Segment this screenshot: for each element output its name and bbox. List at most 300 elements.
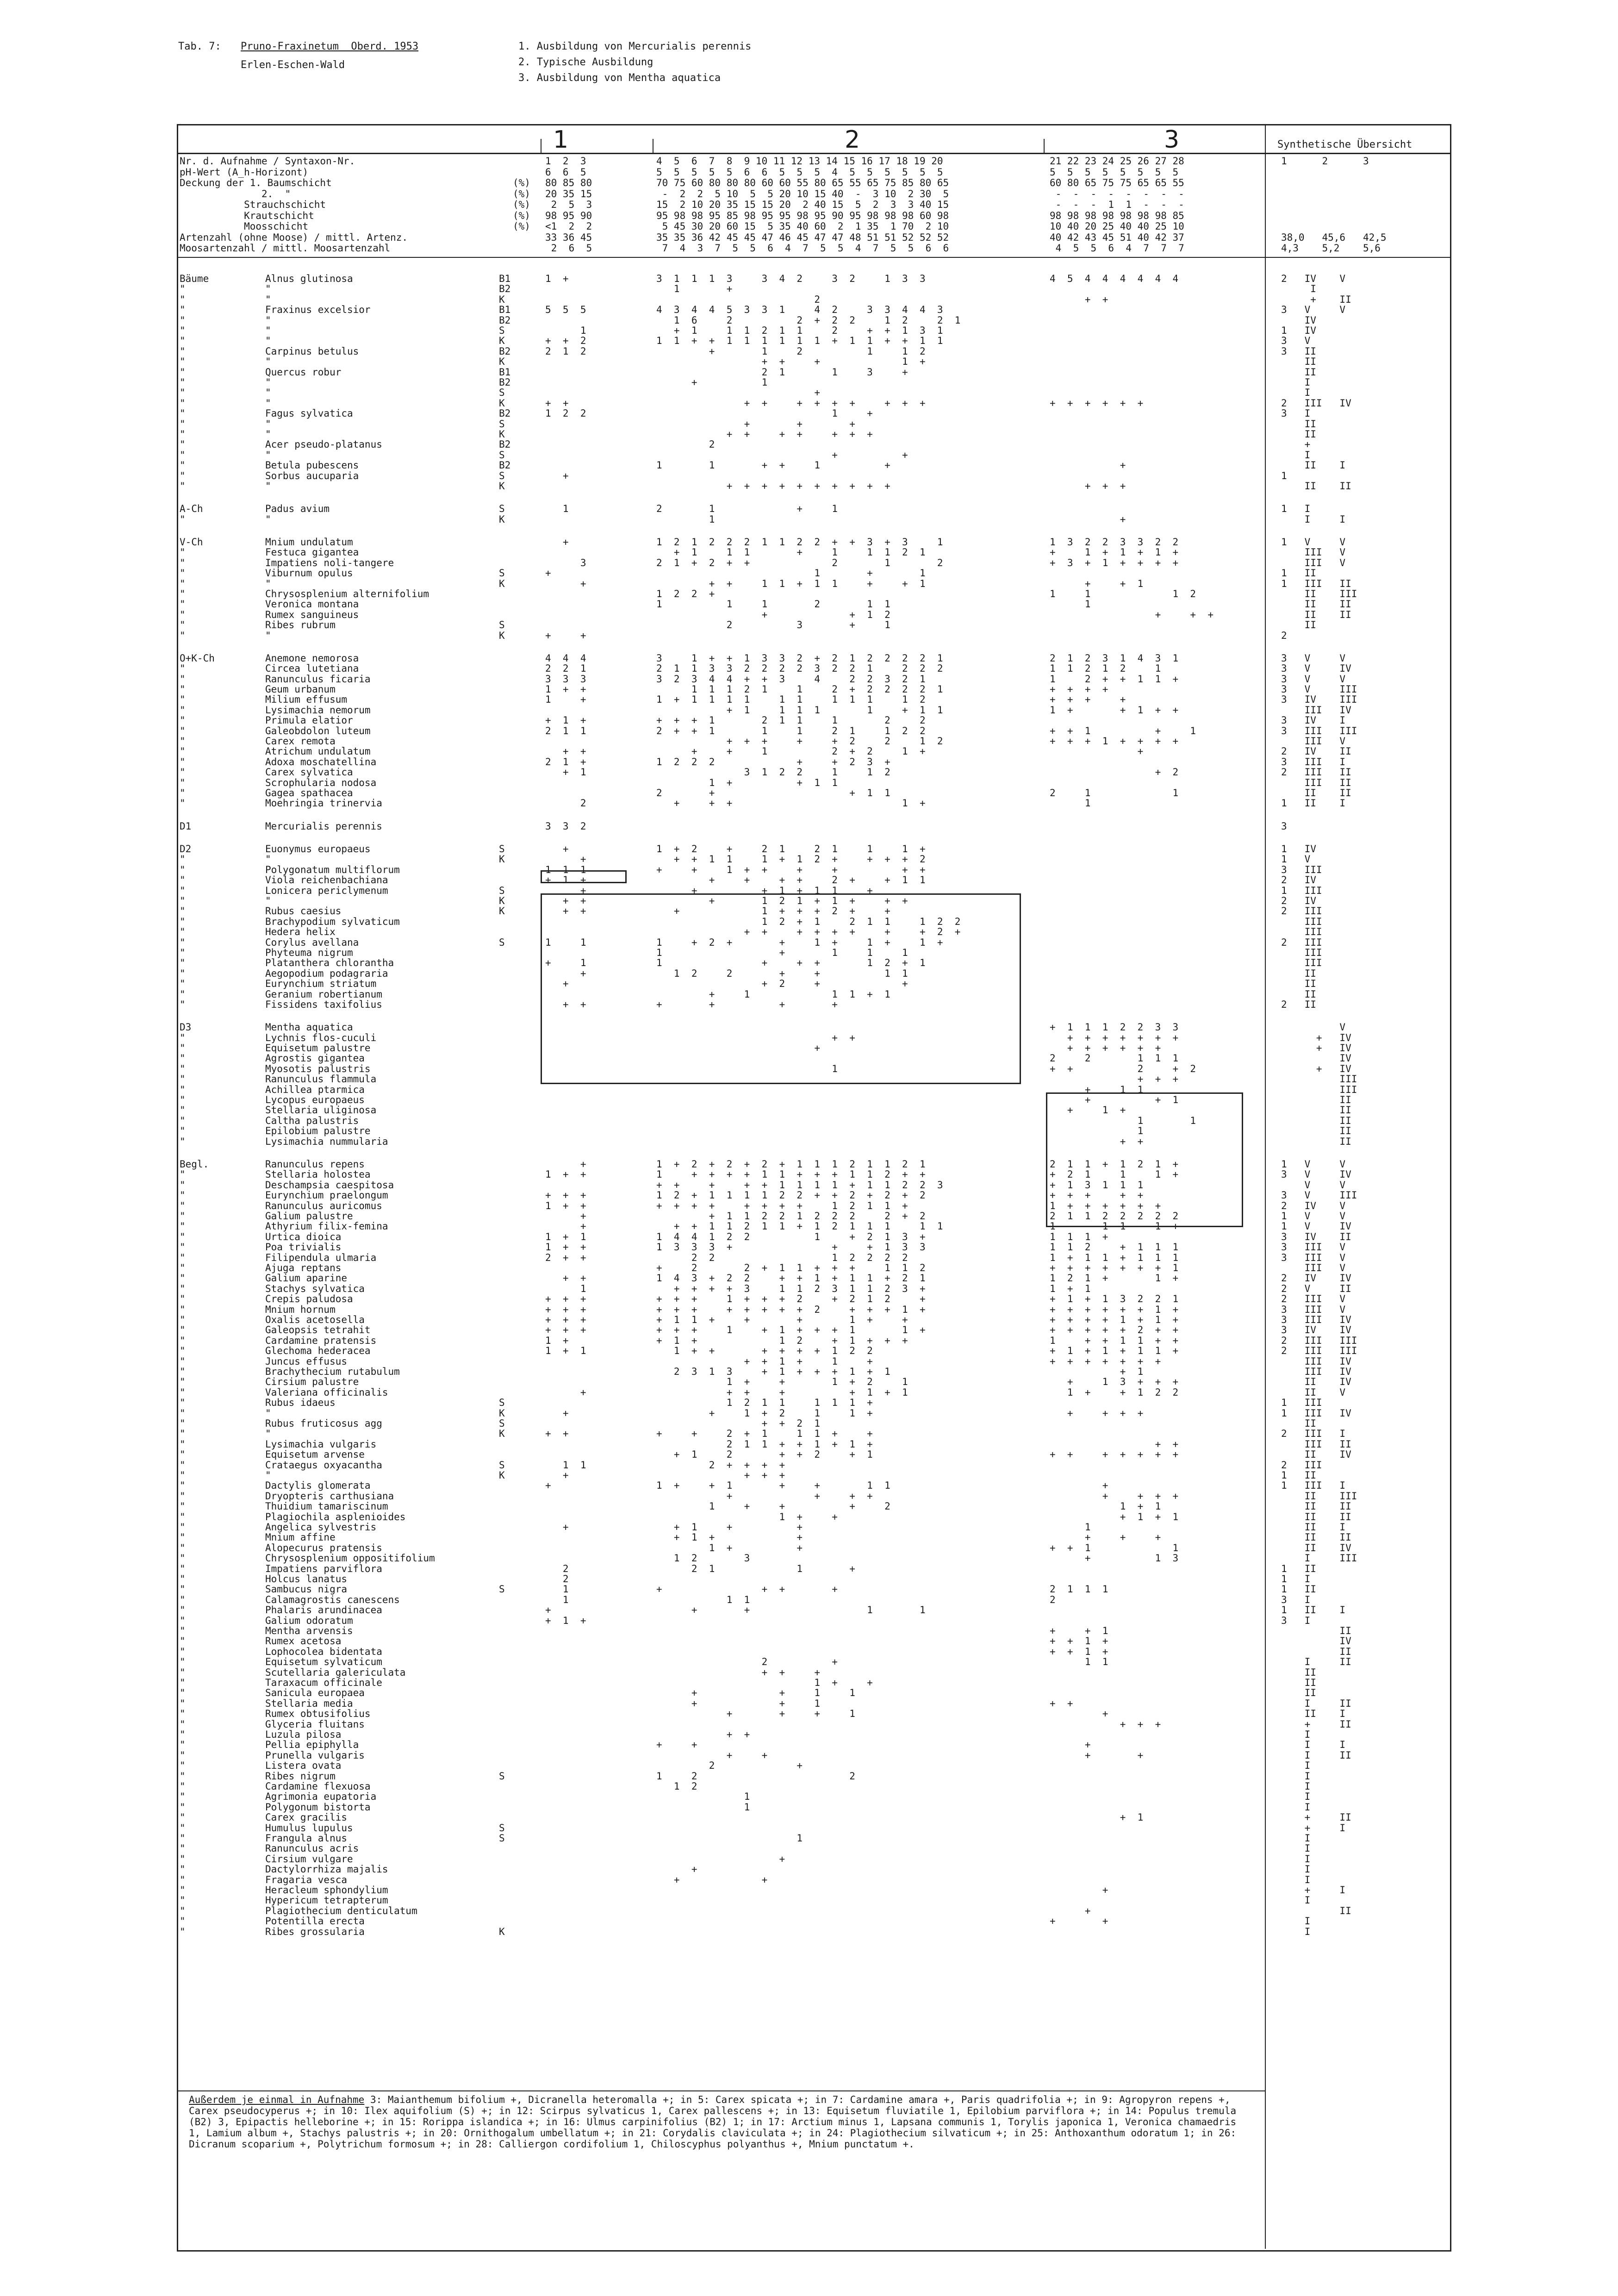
values-synthetic: I: [1281, 1895, 1311, 1906]
species-name: ": [265, 1428, 271, 1440]
species-group: V-Ch: [180, 536, 203, 548]
species-name: Mentha aquatica: [265, 1022, 353, 1033]
species-name: Stellaria media: [265, 1697, 353, 1709]
values-group-2: + + + + + 2 2 1 2: [656, 736, 943, 747]
species-group: ": [180, 449, 186, 461]
values-group-1: +: [545, 1210, 586, 1222]
values-synthetic: 1 II: [1281, 1469, 1316, 1481]
values-synthetic: II: [1281, 366, 1316, 378]
species-name: Galium aparine: [265, 1273, 348, 1284]
species-group: ": [180, 1032, 186, 1043]
values-group-1: + +: [545, 630, 586, 641]
values-group-1: +: [545, 1386, 586, 1398]
species-name: ": [265, 630, 271, 641]
values-group-3: + + +: [1050, 1718, 1161, 1730]
species-layer: S: [499, 843, 505, 855]
species-layer: K: [499, 397, 505, 409]
species-name: Atrichum undulatum: [265, 746, 371, 757]
values-group-1: +: [545, 1604, 551, 1616]
values-group-2: + 2 2 + 1 1 + + + 1 1 2: [656, 1262, 926, 1273]
values-synthetic: 2 II: [1281, 999, 1316, 1010]
values-synthetic: + IV: [1281, 1042, 1351, 1054]
values-group-2: + + 1 1 2 1 1 + 1 2 1 1 1 1 1: [656, 1221, 943, 1232]
values-synthetic: 1 IV: [1281, 325, 1316, 336]
values-synthetic: I II: [1281, 1697, 1351, 1709]
values-group-1: 1 + 1: [545, 1231, 586, 1242]
species-name: Quercus robur: [265, 366, 342, 378]
meta-g2: 7 4 3 7 5 5 6 4 7 5 5 4 7 5 5 6 6: [656, 243, 949, 254]
species-name: Padus avium: [265, 503, 330, 515]
species-group: ": [180, 1366, 186, 1377]
values-group-3: 1 1 2 + 1 1 1: [1050, 1242, 1179, 1253]
values-synthetic: II II: [1281, 1511, 1351, 1522]
values-group-3: 1 2 1 + 1 +: [1050, 1273, 1179, 1284]
values-group-3: 1 + 1: [1050, 1283, 1091, 1294]
species-group: ": [180, 513, 186, 525]
meta-g3: 10 40 20 25 40 40 25 10: [1050, 221, 1184, 232]
species-layer: S: [499, 1584, 505, 1595]
values-group-1: 2: [545, 798, 586, 809]
values-group-2: 1 4 4 1 2 2 1 + 2 1 3 +: [656, 1231, 926, 1242]
values-group-1: 2: [545, 1563, 569, 1574]
values-group-3: 2 2 1 1 1: [1050, 1053, 1179, 1064]
values-synthetic: II: [1281, 1905, 1351, 1916]
species-layer: B2: [499, 439, 511, 450]
values-group-2: 1 + +: [656, 1677, 873, 1688]
species-group: ": [180, 1438, 186, 1450]
species-group: ": [180, 1521, 186, 1533]
values-synthetic: I: [1281, 449, 1311, 461]
meta-g2: 35 35 36 42 45 45 47 46 45 47 47 48 51 51 52 52 52: [656, 231, 949, 243]
values-synthetic: I: [1281, 283, 1316, 295]
values-synthetic: IV: [1281, 1053, 1351, 1064]
species-group: ": [180, 439, 186, 450]
species-group: ": [180, 1915, 186, 1927]
values-group-2: + 1 1 1 + 1: [656, 988, 890, 1000]
values-group-1: 1 +: [545, 694, 586, 705]
species-name: Circea lutetiana: [265, 663, 359, 674]
values-synthetic: II II: [1281, 480, 1351, 492]
values-group-2: 2 3 1 3 + 1 + + + 1 + 1: [656, 1366, 890, 1377]
values-group-1: +: [545, 470, 569, 481]
values-group-3: + +: [1050, 1697, 1073, 1709]
species-name: Carex gracilis: [265, 1812, 348, 1823]
species-group: ": [180, 1252, 186, 1263]
values-group-3: + + + +: [1050, 1490, 1179, 1502]
values-synthetic: 2 III: [1281, 905, 1322, 917]
species-name: Polygonatum multiflorum: [265, 864, 400, 875]
values-group-3: +: [1050, 1480, 1108, 1491]
values-synthetic: I: [1281, 1874, 1311, 1885]
meta-g2: 5 45 30 20 60 15 5 35 40 60 2 1 35 1 70 2 10: [656, 221, 949, 232]
values-group-3: + + + + + + 1 +: [1050, 1304, 1179, 1315]
values-group-2: 1 + + 1 + 2 1: [656, 1376, 908, 1388]
values-group-2: 3 1 + + 1 3 3 2 + 2 1 2 2 2 2 1: [656, 652, 943, 664]
species-group: ": [180, 1084, 186, 1095]
values-synthetic: + II: [1281, 1718, 1351, 1730]
species-group: ": [180, 895, 186, 906]
species-group: ": [180, 293, 186, 305]
species-group: ": [180, 1926, 186, 1937]
values-synthetic: I: [1281, 1780, 1311, 1792]
values-synthetic: + IV: [1281, 1032, 1351, 1043]
values-group-2: + + + + + + + + + +: [656, 480, 890, 492]
values-group-1: 1 +: [545, 273, 569, 284]
values-group-3: +: [1050, 746, 1144, 757]
species-name: Galeopsis tetrahit: [265, 1324, 371, 1336]
species-name: Brachypodium sylvaticum: [265, 916, 400, 927]
species-group: ": [180, 1573, 186, 1585]
d2-box: [541, 893, 1021, 1084]
values-synthetic: I: [1281, 1915, 1311, 1927]
values-synthetic: 3 II: [1281, 345, 1316, 357]
values-synthetic: 3 V: [1281, 335, 1311, 347]
species-name: Equisetum palustre: [265, 1042, 371, 1054]
species-name: ": [265, 418, 271, 430]
species-name: Carpinus betulus: [265, 345, 359, 357]
values-synthetic: II IV: [1281, 1542, 1351, 1554]
values-group-1: 2: [545, 1573, 569, 1585]
species-name: Alnus glutinosa: [265, 273, 353, 284]
values-group-2: 1 + 1 1 1 1 1 1 1 1 1 1 2: [656, 694, 926, 705]
species-group: ": [180, 1283, 186, 1294]
values-group-2: 1 +: [656, 283, 733, 295]
values-group-1: + + +: [545, 1314, 586, 1325]
values-group-3: + 1: [1050, 1812, 1144, 1823]
values-group-2: + + + 1 + 1 + + + 1 1 +: [656, 1324, 926, 1336]
values-group-2: + +: [656, 1739, 697, 1751]
values-group-3: + + + + + + + 1: [1050, 1262, 1179, 1273]
species-group: ": [180, 1469, 186, 1481]
values-group-2: + +: [656, 1032, 855, 1043]
values-synthetic: II: [1281, 1646, 1351, 1657]
species-group: ": [180, 1677, 186, 1688]
species-name: Lysimachia nemorum: [265, 704, 371, 716]
values-group-3: + 1 + 1: [1050, 1511, 1179, 1522]
values-group-2: + + 1 2 + 2 1 +: [656, 746, 926, 757]
values-synthetic: I: [1281, 1801, 1311, 1813]
species-name: Phalaris arundinacea: [265, 1604, 382, 1616]
values-group-2: + 1 + +: [656, 1532, 803, 1543]
species-group: ": [180, 725, 186, 736]
values-group-3: + + + + 1 + 1 +: [1050, 1314, 1179, 1325]
values-synthetic: 3 I: [1281, 408, 1311, 419]
values-group-1: 1 +: [545, 1335, 569, 1346]
species-layer: B2: [499, 377, 511, 388]
species-group: ": [180, 1864, 186, 1875]
values-group-1: +: [545, 843, 569, 855]
values-group-2: 1 2 + 1 2 1 1 1 2 2: [656, 916, 961, 927]
values-group-2: 1 + 2 + 2 + 2 + 1 1 1 2 1 1 2 1: [656, 1158, 926, 1170]
species-group: ": [180, 1511, 186, 1522]
species-name: ": [265, 377, 271, 388]
meta-unit: (%): [513, 221, 530, 232]
values-synthetic: II: [1281, 1625, 1351, 1636]
species-name: Galium palustre: [265, 1210, 353, 1222]
values-group-2: 1 2 2 + + 1 1: [656, 967, 908, 979]
values-synthetic: 2: [1281, 630, 1287, 641]
species-group: ": [180, 947, 186, 958]
values-group-3: + 1: [1050, 1366, 1144, 1377]
species-name: ": [265, 449, 271, 461]
values-group-3: +: [1050, 1739, 1091, 1751]
species-name: Aegopodium podagraria: [265, 967, 388, 979]
values-group-2: + + + 1 +: [656, 356, 926, 368]
values-synthetic: II II: [1281, 609, 1351, 620]
species-name: Sanicula europaea: [265, 1687, 365, 1699]
values-group-3: + + + + + + +: [1050, 1355, 1161, 1367]
values-synthetic: II V: [1281, 1386, 1346, 1398]
species-layer: B2: [499, 408, 511, 419]
species-name: Valeriana officinalis: [265, 1386, 388, 1398]
species-group: ": [180, 283, 186, 295]
values-group-2: 2 1 1 + + 1 + 1 +: [656, 1438, 873, 1450]
species-group: ": [180, 1459, 186, 1471]
species-name: Lychnis flos-cuculi: [265, 1032, 377, 1043]
values-group-1: 4 4 4: [545, 652, 586, 664]
species-name: Alopecurus pratensis: [265, 1542, 382, 1554]
species-layer: B2: [499, 460, 511, 471]
values-group-2: + + +: [656, 1666, 821, 1678]
species-name: ": [265, 335, 271, 347]
values-group-1: + +: [545, 999, 586, 1010]
values-group-2: + 1 1 1 2 1 1 2 + + 1 3 1: [656, 325, 943, 336]
species-name: ": [265, 480, 271, 492]
species-name: Deschampsia caespitosa: [265, 1179, 394, 1191]
species-group: ": [180, 460, 186, 471]
species-name: Carex remota: [265, 736, 336, 747]
table-title: Pruno-Fraxinetum Oberd. 1953: [241, 41, 419, 52]
values-synthetic: III: [1281, 916, 1322, 927]
values-synthetic: III IV: [1281, 704, 1351, 716]
species-name: Platanthera chlorantha: [265, 957, 394, 969]
species-name: Angelica sylvestris: [265, 1521, 377, 1533]
values-synthetic: I: [1281, 1853, 1311, 1865]
species-group: ": [180, 1905, 186, 1916]
species-group: ": [180, 1242, 186, 1253]
values-group-2: + + 1 + + + + + +: [656, 864, 926, 875]
values-group-1: + +: [545, 1273, 586, 1284]
species-name: Agrimonia eupatoria: [265, 1791, 377, 1803]
species-name: Poa trivialis: [265, 1242, 342, 1253]
values-synthetic: 1: [1281, 470, 1287, 481]
species-layer: S: [499, 619, 505, 631]
species-name: Calamagrostis canescens: [265, 1594, 400, 1605]
species-group: ": [180, 1853, 186, 1865]
species-name: Agrostis gigantea: [265, 1053, 365, 1064]
species-name: Cardamine pratensis: [265, 1335, 377, 1346]
species-group: ": [180, 1293, 186, 1305]
values-group-2: + + + +: [656, 1584, 838, 1595]
values-group-2: 1 2 3: [656, 1553, 750, 1564]
values-synthetic: 3 V V: [1281, 673, 1346, 685]
values-synthetic: 1 II I: [1281, 1604, 1346, 1616]
species-group: ": [180, 1262, 186, 1273]
species-layer: B2: [499, 345, 511, 357]
values-group-3: + 1 1: [1050, 1084, 1144, 1095]
values-synthetic: 3 III III: [1281, 725, 1357, 736]
species-group: ": [180, 1073, 186, 1085]
values-synthetic: III V: [1281, 557, 1346, 568]
values-group-2: 1 2 2: [656, 1770, 855, 1782]
values-synthetic: 1 II I: [1281, 798, 1346, 809]
values-group-3: 1 + + 1 1 + +: [1050, 1335, 1179, 1346]
meta-syn: 1 2 3: [1281, 156, 1369, 167]
values-synthetic: 3 III V: [1281, 1242, 1346, 1253]
species-group: ": [180, 599, 186, 610]
species-group: ": [180, 630, 186, 641]
species-name: Ajuga reptans: [265, 1262, 342, 1273]
species-name: Cirsium palustre: [265, 1376, 359, 1388]
values-group-2: 1 + + + 1 2 + 1: [656, 957, 926, 969]
species-group: ": [180, 663, 186, 674]
sep-syn: [1265, 125, 1266, 2249]
values-group-2: + 1 2 + + 2 + 1: [656, 1449, 873, 1460]
values-group-3: + + + + + +: [1050, 1042, 1161, 1054]
values-group-3: + + 1 + 1: [1050, 725, 1196, 736]
values-group-3: + 1 +: [1050, 1104, 1126, 1116]
species-layer: S: [499, 325, 505, 336]
meta-g1: 2 6 5: [545, 243, 592, 254]
species-group: ": [180, 1895, 186, 1906]
values-synthetic: 3 III IV: [1281, 1314, 1351, 1325]
values-group-3: + + + + +: [1050, 1190, 1144, 1201]
species-group: ": [180, 397, 186, 409]
values-group-2: + + + + 3 1 1 2 3 1 1 2 3 +: [656, 1283, 926, 1294]
values-group-3: + 2 1 1 1 +: [1050, 1169, 1179, 1180]
values-group-2: 1 6 2 2 + 2 2 1 2 2 1: [656, 314, 961, 326]
meta-g2: 15 2 10 20 35 15 15 20 2 40 15 5 2 3 3 40 15: [656, 199, 949, 210]
values-synthetic: III IV: [1281, 1366, 1351, 1377]
values-group-2: + 1 + 1 2 + 1 + + +: [656, 1335, 908, 1346]
values-group-2: + +: [656, 449, 908, 461]
species-group: ": [180, 1210, 186, 1222]
values-group-2: + + + + + + + + +: [656, 397, 926, 409]
values-group-1: 2 1 1: [545, 725, 586, 736]
footnote-text: 3: Maianthemum bifolium +, Dicranella heteromalla +; in 5: Carex spicata +; in 7: Cardamine amara +, Paris quadrifolia +; in 9: Agropyron repens +, Carex pseudocyperus +; in 10: Ilex aquifolium (S) +; in 12: Scirpus sylvaticus 1, Carex pallescens +; in 13: Equisetum fluviatile 1, Epilobium parviflora +; in 14: Populus tremula (B2) 3, Epipactis helleborine +; in 15: Rorippa islandica +; in 16: Ulmus carpinifolius (B2) 1; in 17: Arctium minus 1, Lapsana communis 1, Torylis japonica 1, Veronica chamaedris 1, Lamium album +, Stachys palustris +; in 20: Ornithogalum umbellatum +; in 21: Corydalis claviculata +; in 24: Plagiothecium silvaticum +; in 25: Anthoxanthum odoratum 1; in 26: Dicranum scoparium +, Polytrichum formosum +; in 28: Calliergon cordifolium 1, Chiloscyphus polyanthus +, Mnium punctatum +.: [189, 2094, 1237, 2150]
species-group: ": [180, 905, 186, 917]
species-name: Stellaria uliginosa: [265, 1104, 377, 1116]
species-group: ": [180, 1832, 186, 1844]
species-group: ": [180, 1169, 186, 1180]
meta-label: Moosschicht: [180, 221, 309, 232]
values-group-2: + + + +: [656, 999, 838, 1010]
values-group-2: 2 1 1 3 +: [656, 366, 908, 378]
meta-g1: 80 85 80: [545, 177, 592, 188]
values-group-3: + + + + + +: [1050, 397, 1144, 409]
values-group-1: 1: [545, 1584, 569, 1595]
species-name: Acer pseudo-platanus: [265, 439, 382, 450]
species-layer: B1: [499, 273, 511, 284]
values-group-3: + + 1: [1050, 1625, 1108, 1636]
values-synthetic: I I: [1281, 513, 1346, 525]
species-group: ": [180, 1625, 186, 1636]
values-synthetic: 2 IV V: [1281, 1200, 1346, 1211]
values-group-3: + + + +: [1050, 684, 1108, 695]
values-group-2: 1 + 1 1 1: [656, 947, 908, 958]
species-layer: K: [499, 905, 505, 917]
values-group-1: +: [545, 578, 586, 589]
species-name: Geum urbanum: [265, 684, 336, 695]
footnote-heading: Außerdem je einmal in Aufnahme: [189, 2094, 365, 2105]
species-group: ": [180, 1656, 186, 1668]
species-group: A-Ch: [180, 503, 203, 515]
values-synthetic: II II: [1281, 787, 1351, 799]
values-group-2: + + 2 1: [656, 1417, 821, 1429]
values-group-1: 2 2 1: [545, 663, 586, 674]
values-synthetic: II I: [1281, 1521, 1346, 1533]
species-name: ": [265, 293, 271, 305]
species-group: ": [180, 1843, 186, 1854]
species-name: Galeobdolon luteum: [265, 725, 371, 736]
species-group: ": [180, 1480, 186, 1491]
species-group: ": [180, 1635, 186, 1647]
species-group: ": [180, 916, 186, 927]
values-group-3: + + +: [1050, 1073, 1179, 1085]
values-group-1: + +: [545, 895, 586, 906]
meta-g3: 40 42 43 45 51 40 42 37: [1050, 231, 1184, 243]
values-synthetic: 1 V V: [1281, 1158, 1346, 1170]
species-group: ": [180, 1822, 186, 1834]
values-group-3: 1: [1050, 1521, 1091, 1533]
values-group-3: + + 1: [1050, 1094, 1179, 1106]
values-synthetic: IV: [1281, 314, 1316, 326]
values-group-2: 1 2 1 1 1 1 1 +: [656, 1397, 873, 1409]
species-group: Begl.: [180, 1158, 209, 1170]
values-synthetic: 2 IV V: [1281, 273, 1346, 284]
values-group-2: + + 1 1: [656, 1604, 926, 1616]
species-group: ": [180, 694, 186, 705]
species-group: ": [180, 1407, 186, 1419]
species-layer: S: [499, 470, 505, 481]
species-name: Stachys sylvatica: [265, 1283, 365, 1294]
values-group-1: 3 3 2: [545, 820, 586, 832]
values-group-3: 1 1: [1050, 1115, 1196, 1126]
species-layer: S: [499, 885, 505, 896]
species-group: ": [180, 418, 186, 430]
values-synthetic: 3 V III: [1281, 684, 1357, 695]
variant-1: 1. Ausbildung von Mercurialis perennis: [518, 41, 752, 52]
values-group-2: 2 2 1 2 2 2 2: [656, 1252, 908, 1263]
d3-box: [1046, 1092, 1243, 1227]
species-name: Mercurialis perennis: [265, 820, 382, 832]
values-group-1: + + +: [545, 1324, 586, 1336]
values-synthetic: II: [1281, 429, 1316, 440]
values-group-1: 3: [545, 557, 586, 568]
values-group-2: 2 + + 1 1: [656, 787, 890, 799]
values-group-3: 1 + 1 1 + 1 1 1: [1050, 1252, 1179, 1263]
values-group-3: 4 5 4 4 4 4 4 4: [1050, 273, 1179, 284]
values-synthetic: 2 III IV: [1281, 397, 1351, 409]
values-group-2: + + 1 1: [656, 1687, 855, 1699]
species-layer: K: [499, 630, 505, 641]
values-group-1: +: [545, 967, 586, 979]
values-synthetic: 2 III: [1281, 1459, 1322, 1471]
values-group-3: +: [1050, 460, 1126, 471]
species-group: ": [180, 1125, 186, 1137]
values-group-3: 1 1 2 1 2 1: [1050, 663, 1161, 674]
values-synthetic: 2 III: [1281, 936, 1322, 948]
table-subtitle: Erlen-Eschen-Wald: [241, 59, 345, 71]
values-synthetic: 3 III: [1281, 864, 1322, 875]
values-group-3: + 1 + 1 + 1 1 +: [1050, 1345, 1179, 1357]
header-rule: [177, 153, 1450, 154]
species-layer: K: [499, 578, 505, 589]
species-name: Rubus idaeus: [265, 1397, 336, 1409]
values-synthetic: 1 I: [1281, 1573, 1311, 1585]
values-group-1: 1: [545, 1283, 586, 1294]
species-group: D2: [180, 843, 192, 855]
